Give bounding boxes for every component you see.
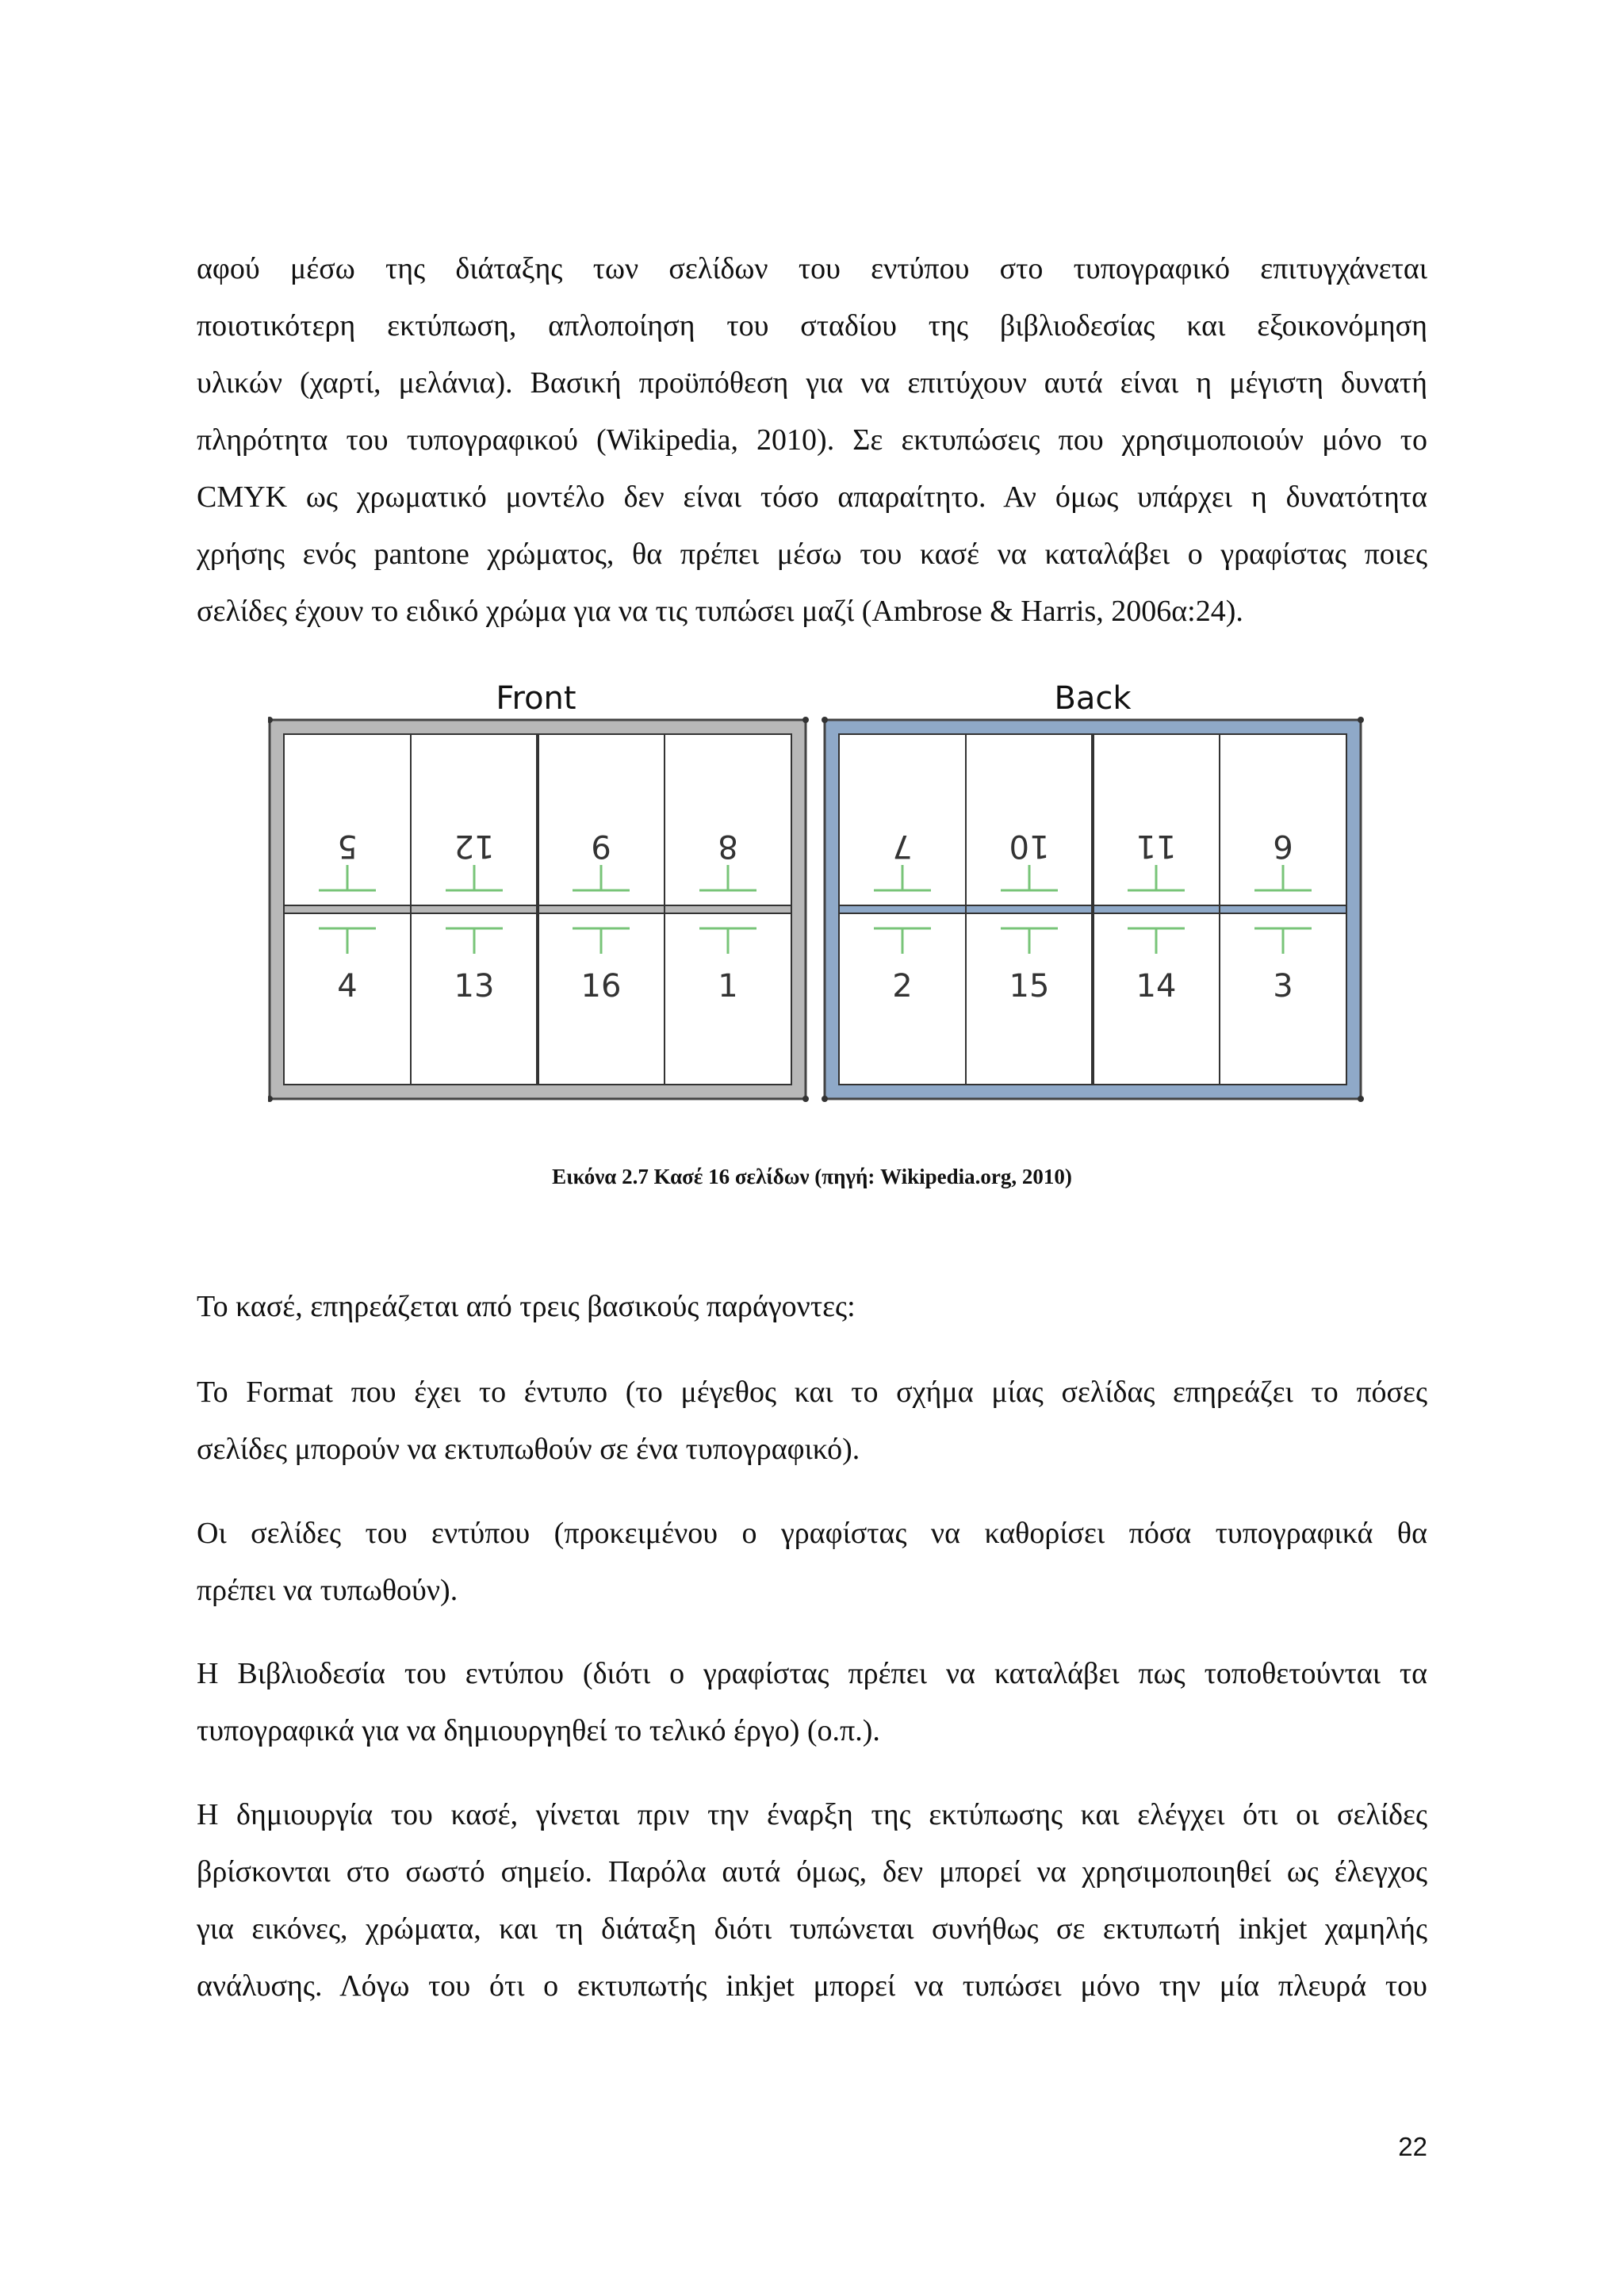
front-page-number-inverted: 9 [591, 828, 611, 864]
back-sheet [822, 717, 1364, 1102]
text-line: αφού μέσω της διάταξης των σελίδων του εντύπου στο τυπογραφικό επιτυγχάνεται [197, 252, 1427, 285]
front-sheet [268, 717, 809, 1102]
front-page-number: 13 [454, 968, 495, 1004]
paragraph-creation [197, 1786, 1427, 2015]
front-page-number-inverted: 5 [337, 828, 358, 864]
back-page-number-inverted: 7 [892, 828, 913, 864]
paragraph-pages [197, 1505, 1427, 1619]
text-line: CMYK ως χρωματικό μοντέλο δεν είναι τόσο απαραίτητο. Αν όμως υπάρχει η δυνατότητα [197, 480, 1427, 514]
imposition-figure [268, 679, 1370, 1105]
back-label: Back [1054, 680, 1132, 717]
text-line: Οι σελίδες του εντύπου (προκειμένου ο γραφίστας να καθορίσει πόσα τυπογραφικά θα [197, 1517, 1427, 1550]
text-line: Το κασέ, επηρεάζεται από τρεις βασικούς παράγοντες: [197, 1290, 856, 1323]
back-page-number: 3 [1273, 968, 1293, 1004]
back-corner-mark [1358, 717, 1364, 723]
back-page-number: 14 [1136, 968, 1177, 1004]
back-page-number-inverted: 10 [1009, 828, 1050, 864]
front-page-number-inverted: 8 [718, 828, 738, 864]
back-page-number: 15 [1009, 968, 1050, 1004]
back-corner-mark [822, 1096, 828, 1102]
page-number: 22 [1398, 2132, 1427, 2161]
imposition-diagram [268, 679, 1370, 1105]
back-corner-mark [822, 717, 828, 723]
back-page-number-inverted: 6 [1273, 828, 1293, 864]
front-corner-mark [802, 717, 809, 723]
back-corner-mark [1358, 1096, 1364, 1102]
paragraph-format [197, 1364, 1427, 1478]
paragraph-binding [197, 1645, 1427, 1759]
text-line: πληρότητα του τυπογραφικού (Wikipedia, 2010). Σε εκτυπώσεις που χρησιμοποιούν μόνο το [197, 423, 1427, 457]
text-line: σελίδες έχουν το ειδικό χρώμα για να τις τυπώσει μαζί (Ambrose & Harris, 2006α:24). [197, 595, 1243, 628]
paragraph-imposition-benefits [197, 240, 1427, 640]
back-page-number: 2 [892, 968, 913, 1004]
back-page-number-inverted: 11 [1136, 828, 1177, 864]
text-line: χρήσης ενός pantone χρώματος, θα πρέπει μέσω του κασέ να καταλάβει ο γραφίστας ποιες [197, 538, 1427, 571]
text-line: βρίσκονται στο σωστό σημείο. Παρόλα αυτά όμως, δεν μπορεί να χρησιμοποιηθεί ως έλεγχος [197, 1855, 1427, 1888]
text-line: σελίδες μπορούν να εκτυπωθούν σε ένα τυπογραφικό). [197, 1433, 860, 1466]
front-label: Front [496, 680, 576, 717]
front-corner-mark [802, 1096, 809, 1102]
text-line: υλικών (χαρτί, μελάνια). Βασική προϋπόθεση για να επιτύχουν αυτά είναι η μέγιστη δυνατή [197, 366, 1427, 400]
front-page-number: 1 [718, 968, 738, 1004]
figure-caption: Εικόνα 2.7 Κασέ 16 σελίδων (πηγή: Wikipedia.org, 2010) [552, 1165, 1072, 1188]
text-line: ποιοτικότερη εκτύπωση, απλοποίηση του σταδίου της βιβλιοδεσίας και εξοικονόμηση [197, 309, 1427, 342]
text-line: ανάλυσης. Λόγω του ότι ο εκτυπωτής inkjet μπορεί να τυπώσει μόνο την μία πλευρά του [197, 1969, 1427, 2003]
front-page-number-inverted: 12 [454, 828, 495, 864]
front-page-number: 4 [337, 968, 358, 1004]
text-line: Η Βιβλιοδεσία του εντύπου (διότι ο γραφίστας πρέπει να καταλάβει πως τοποθετούνται τα [197, 1657, 1427, 1690]
text-line: πρέπει να τυπωθούν). [197, 1574, 458, 1607]
text-line: για εικόνες, χρώματα, και τη διάταξη διότι τυπώνεται συνήθως σε εκτυπωτή inkjet χαμηλής [197, 1912, 1427, 1946]
text-line: Το Format που έχει το έντυπο (το μέγεθος και το σχήμα μίας σελίδας επηρεάζει το πόσες [197, 1376, 1427, 1409]
front-page-number: 16 [580, 968, 622, 1004]
text-line: τυπογραφικά για να δημιουργηθεί το τελικό έργο) (ο.π.). [197, 1714, 880, 1747]
text-line: Η δημιουργία του κασέ, γίνεται πριν την έναρξη της εκτύπωσης και ελέγχει ότι οι σελίδες [197, 1798, 1427, 1831]
paragraph-factors-intro [197, 1278, 1427, 1335]
